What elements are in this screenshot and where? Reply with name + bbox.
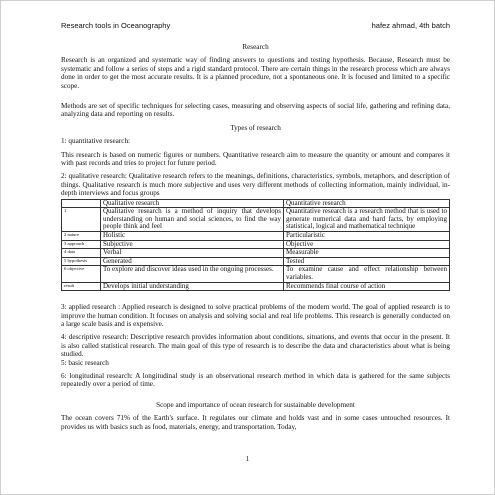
table-cell: Qualitative research is a method of inquiry that develops understanding on human and social sciences, to find the way people think and feel	[101, 208, 284, 232]
table-cell: Objective	[284, 240, 450, 249]
table-cell: Verbal	[101, 249, 284, 258]
heading-scope: Scope and importance of ocean research for sustainable development	[156, 400, 355, 409]
table-cell: Generated	[101, 257, 284, 266]
table-cell: Tested	[284, 257, 450, 266]
table-cell: Holistic	[101, 232, 284, 241]
paragraph-methods: Methods are set of specific techniques for selecting cases, measuring and observing aspects of social life, gathering and refining data, analyzing data and reporting on results.	[61, 102, 450, 119]
header-course-title: Research tools in Oceanography	[61, 21, 171, 30]
table-cell: Develops initial understanding	[101, 282, 284, 291]
table-header-cell: Qualitative research	[101, 199, 284, 208]
paragraph-applied: 3: applied research : Applied research is designed to solve practical problems of the modern world. The goal of applied research is to improve the human condition. It focuses on analysis and solving social and real life problems. This research is generally conducted on a large scale basis and is expensive.	[61, 303, 450, 329]
table-row	[62, 266, 450, 282]
paragraph-longitudinal: 6: longitudinal research: A longitudinal study is an observational research method in which data is gathered for the same subjects repeatedly over a period of time.	[61, 372, 450, 389]
header-author: hafez ahmad, 4th batch	[371, 21, 450, 30]
paragraph-ocean: The ocean covers 71% of the Earth's surface. It regulates our climate and holds vast and in some cases untouched resources. It provides us with basics such as food, materials, energy, and transportation. Today,	[61, 414, 450, 431]
heading-quantitative: 1: quantitative research:	[61, 137, 131, 146]
page-header	[61, 21, 450, 30]
paragraph-intro: Research is an organized and systematic way of finding answers to questions and testing hypothesis. Because, Research must be systematic and follow a series of steps and a rigid standard protocol. There are certain things in the research process which are always done in order to get the most accurate results. It is a planned procedure, not a spontaneous one. It is focused and limited to a specific scope.	[61, 56, 450, 90]
table-row-label: 5 hypothesis	[62, 257, 101, 266]
table-row	[62, 232, 450, 241]
table-cell: Subjective	[101, 240, 284, 249]
table-row-label: result	[62, 282, 101, 291]
paragraph-basic: 5: basic research	[61, 358, 109, 367]
paragraph-quantitative: This research is based on numeric figures or numbers. Quantitative research aim to measure the quantity or amount and compares it with past records and tries to project for future period.	[61, 150, 450, 168]
paragraph-descriptive: 4: descriptive research: Descriptive research provides information about conditions, situations, and events that occur in the present. It is also called statistical research. The main goal of this type of research is to describe the data and characteristics about what is being studied.	[61, 333, 450, 359]
table-cell: To explore and discover ideas used in the ongoing processes.	[101, 266, 284, 282]
table-cell: Quantitative research is a research method that is used to generate numerical data and hard facts, by employing statistical, logical and mathematical technique	[284, 208, 450, 232]
table-row-label: 3 approach	[62, 240, 101, 249]
table-cell: Particularistic	[284, 232, 450, 241]
table-cell: Measurable	[284, 249, 450, 258]
table-row-label: 6 objective	[62, 266, 101, 282]
table-cell: To examine cause and effect relationship between variables.	[284, 266, 450, 282]
table-row-label: 1	[62, 208, 101, 232]
table-header-cell	[62, 199, 101, 208]
section-title-research: Research	[242, 43, 269, 51]
comparison-table	[61, 199, 450, 292]
table-row-label: 2 nature	[62, 232, 101, 241]
paragraph-qualitative: 2: qualitative research: Qualitative research refers to the meanings, definitions, characteristics, symbols, metaphors, and description of things. Qualitative research is much more subjective and uses very different methods of collecting information, mainly individual, in-depth interviews and focus groups	[61, 172, 450, 198]
table-row-label: 4 data	[62, 249, 101, 258]
table-cell: Recommends final course of action	[284, 282, 450, 291]
table-header-cell: Quantitative research	[284, 199, 450, 208]
page-number: 1	[245, 455, 250, 463]
table-row	[62, 282, 450, 291]
heading-types-of-research: Types of research	[230, 123, 281, 132]
document-body	[61, 43, 450, 431]
table-row	[62, 208, 450, 232]
